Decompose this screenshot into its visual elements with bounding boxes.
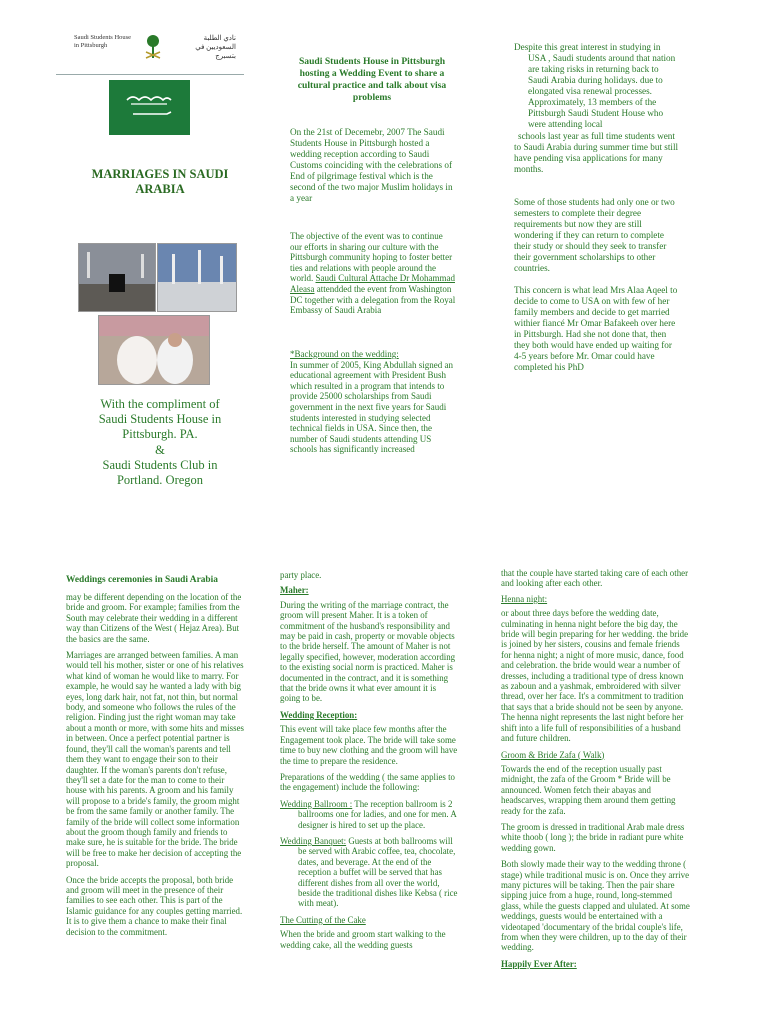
- zafa-text: Towards the end of the reception usually past midnight, the zafa of the Groom * Bride will be announced. Women fetch their abayas and headscarves, wrapping them around them getting ready for the zafa.: [501, 763, 676, 816]
- photo-kaaba: [78, 243, 156, 312]
- ballroom-label: Wedding Ballroom :: [280, 798, 353, 809]
- party-place-line: party place.: [280, 570, 322, 580]
- attache-link[interactable]: Saudi Cultural Attache Dr Mohammad Aleasa: [290, 273, 455, 294]
- article-para-1: On the 21st of Decemebr, 2007 The Saudi Students House in Pittsburgh hosted a wedding reception according to Saudi Customs coinciding with the celebrations of End of pilgrimage festival which is the second of the two major Muslim holidays in a year: [290, 127, 453, 203]
- article-para-2-b: attendded the event from Washington DC together with a delegation from the Royal Embassy of Saudi Arabia: [290, 283, 456, 316]
- weddings-para-2: Marriages are arranged between families. A man would tell his mother, sister or one of his relatives what kind of woman he would like to marry. For example, he would say he wanted a lady with big eyes, long dark hair, not fat, not thin, but normal body, and someone who follows the rules of the religion. Finding just the right woman may take about a month or more, with some hits and misses in between. Once a perfect potential partner is found, they'll call the woman's parents and tell them they want to engage their son to their daughter. If the woman's parents don't refuse, they'll set a date for the man to come to their house with his parents. A groom and his family will propose to a bride's family, the groom might be from the same family or another family. The family of the bride will collect some information about the groom though family and friends to make sure, he is suitable for the bride. The bride will be free to make her decision of accepting the proposal.: [66, 650, 244, 869]
- background-text: In summer of 2005, King Abdullah signed an educational agreement with President Bush which resulted in a program that intends to provide 25000 scholarships from Saudi government in the next five years for Saudi students interested in studying selected technical fields in USA. Since then, the number of Saudi students attending US schools has significantly increased: [290, 359, 453, 455]
- right-para-2: schools last year as full time students went to Saudi Arabia during summer time but still have pending visa applications for many months.: [514, 131, 679, 174]
- compliment-line-1: With the compliment of: [100, 397, 220, 411]
- preparations-text: Preparations of the wedding ( the same applies to the engagement) include the following:: [280, 771, 455, 793]
- wedding-couple-image: [99, 316, 209, 384]
- right-column-top: [514, 42, 680, 472]
- cake-title: The Cutting of the Cake: [280, 914, 366, 925]
- banquet-text: Guests at both ballrooms will be served with Arabic coffee, tea, chocolate, dates, and beverage. At the end of the reception a buffet will be served that has different dishes from all over the world, beside the traditional dishes like Kebsa ( rice with meat).: [298, 835, 458, 909]
- compliment-line-3: Pittsburgh. PA.: [122, 427, 198, 442]
- weddings-title: Weddings ceremonies in Saudi Arabia: [66, 575, 218, 585]
- maher-text: During the writing of the marriage contract, the groom will present Maher. It is a token of commitment of the husband's responsibility and may be paid in cash, property or movable objects to the bride herself. The amount of Maher is not legally specified, however, moderation according to the existing social norm is practiced. Maher is documented in the contract, and it is something that the bride owns it what ever amount it is going to be.: [280, 599, 456, 704]
- right-para-1: Despite this great interest in studying in USA , Saudi students around that nation are taking risks in returning back to Saudi Arabia during holidays. due to elongated visa renewal processes. Approximately, 13 members of the Pittsburgh Saudi Student House who were attending local: [514, 42, 676, 129]
- kaaba-mosque-image: [79, 244, 155, 311]
- happily-title: Happily Ever After:: [501, 958, 577, 969]
- background-title: *Background on the wedding:: [290, 349, 399, 359]
- cake-text: When the bride and groom start walking to the wedding cake, all the wedding guests: [280, 929, 446, 950]
- bottom-left-column: [66, 575, 244, 1024]
- logo-text-left: Saudi Students House in Pittsburgh: [74, 34, 132, 49]
- weddings-para-1: may be different depending on the location of the bride and groom. For example; families from the South may celebrate their wedding in a different way than Citizens of the West ( Hejaz Area). But the basics are the same.: [66, 592, 242, 644]
- henna-text: or about three days before the wedding date, culminating in henna night before the big day, the bride will begin preparing for her wedding. the bride is joined by her sisters, cousins and female friends for henna night; a night of more music, dance, food and celebration. the bride would wear a number of dresses, including a traditional type of dress known as zaboun and a yashmak, embroidered with silver thread, over her face. It's a commitment to tradition that says that a bride should not be seen by anyone. The henna night represents the last night before her shift into a life full of responsibilities of a husband and future children.: [501, 608, 689, 744]
- walk-text: Both slowly made their way to the wedding throne ( stage) while traditional music is on. Once they arrive many pictures will be taking. Then the pair share sipping juice from a huge, round, long-stemmed glass, while the guests clapped and ululated. At some weddings, guests would be entertained with a videotaped 'documentary of the bridal couple's life, from when they were children, up to the day of their wedding.: [501, 859, 690, 953]
- compliment-block: [76, 397, 244, 488]
- photo-mosque-night: [157, 243, 237, 312]
- saudi-flag-icon: [109, 80, 190, 135]
- weddings-para-3: Once the bride accepts the proposal, both bride and groom will meet in the presence of their families to see each other. This is part of the Islamic guidance for any couples getting married. It is to give them a chance to make their final decision to the commitment.: [66, 874, 243, 937]
- reception-text: This event will take place few months after the Engagement took place. The bride will take some time to buy new clothing and the groom will have the time to prepare the residence.: [280, 724, 458, 766]
- banquet-label: Wedding Banquet:: [280, 835, 347, 846]
- compliment-line-2: Saudi Students House in: [98, 412, 222, 427]
- maher-title: Maher:: [280, 585, 309, 596]
- right-para-4: This concern is what lead Mrs Alaa Aqeel to decide to come to USA on with few of her family members and decide to get married withier fiancé Mr Omar Bafakeeh over here in Pittsburgh. Had she not done that, then they both would have ended up waiting for 4-5 years before Mr. Omar could have completed his PhD: [514, 285, 678, 372]
- banquet-item: [280, 836, 458, 909]
- header-logo: [56, 24, 244, 75]
- ballroom-item: [280, 799, 458, 830]
- article-headline: Saudi Students House in Pittsburgh hosting a Wedding Event to share a cultural practice and talk about visa problems: [297, 56, 447, 103]
- article-para-2-a: The objective of the event was to continue our efforts in sharing our culture with the Pittsburgh community hoping to foster better ties and relations with people around the world.: [290, 231, 453, 284]
- page-title: MARRIAGES IN SAUDI ARABIA: [91, 167, 229, 196]
- logo-text-right: نادي الطلبة السعوديين في بتسبرج: [195, 34, 236, 60]
- care-line: that the couple have started taking care of each other and looking after each other.: [501, 568, 689, 589]
- ballroom-text: The reception ballroom is 2 ballrooms one for ladies, and one for men. A designer is hired to set up the place.: [298, 798, 457, 830]
- reception-title: Wedding Reception:: [280, 709, 358, 720]
- compliment-line-4: Saudi Students Club in: [102, 457, 218, 472]
- saudi-flag-image: [109, 80, 190, 135]
- henna-title: Henna night:: [501, 593, 548, 604]
- background-section: [290, 349, 456, 470]
- article-para-2: [290, 231, 456, 316]
- compliment-line-5: Portland. Oregon: [116, 473, 204, 488]
- groom-dress-text: The groom is dressed in traditional Arab male dress white thoob ( long ); the bride in radiant pure white wedding gown.: [501, 821, 685, 853]
- mosque-night-image: [158, 244, 236, 311]
- bottom-right-column: [501, 568, 691, 1024]
- bottom-middle-column: [280, 570, 458, 1024]
- palm-swords-emblem-icon: [144, 32, 162, 62]
- photo-wedding-couple: [98, 315, 210, 385]
- compliment-amp: &: [155, 442, 165, 457]
- zafa-title: Groom & Bride Zafa ( Walk): [501, 749, 605, 760]
- right-para-3: Some of those students had only one or two semesters to complete their degree requirements but now they are still wondering if they can return to complete their study or should they seek to transfer their government scholarships to other countries.: [514, 197, 675, 273]
